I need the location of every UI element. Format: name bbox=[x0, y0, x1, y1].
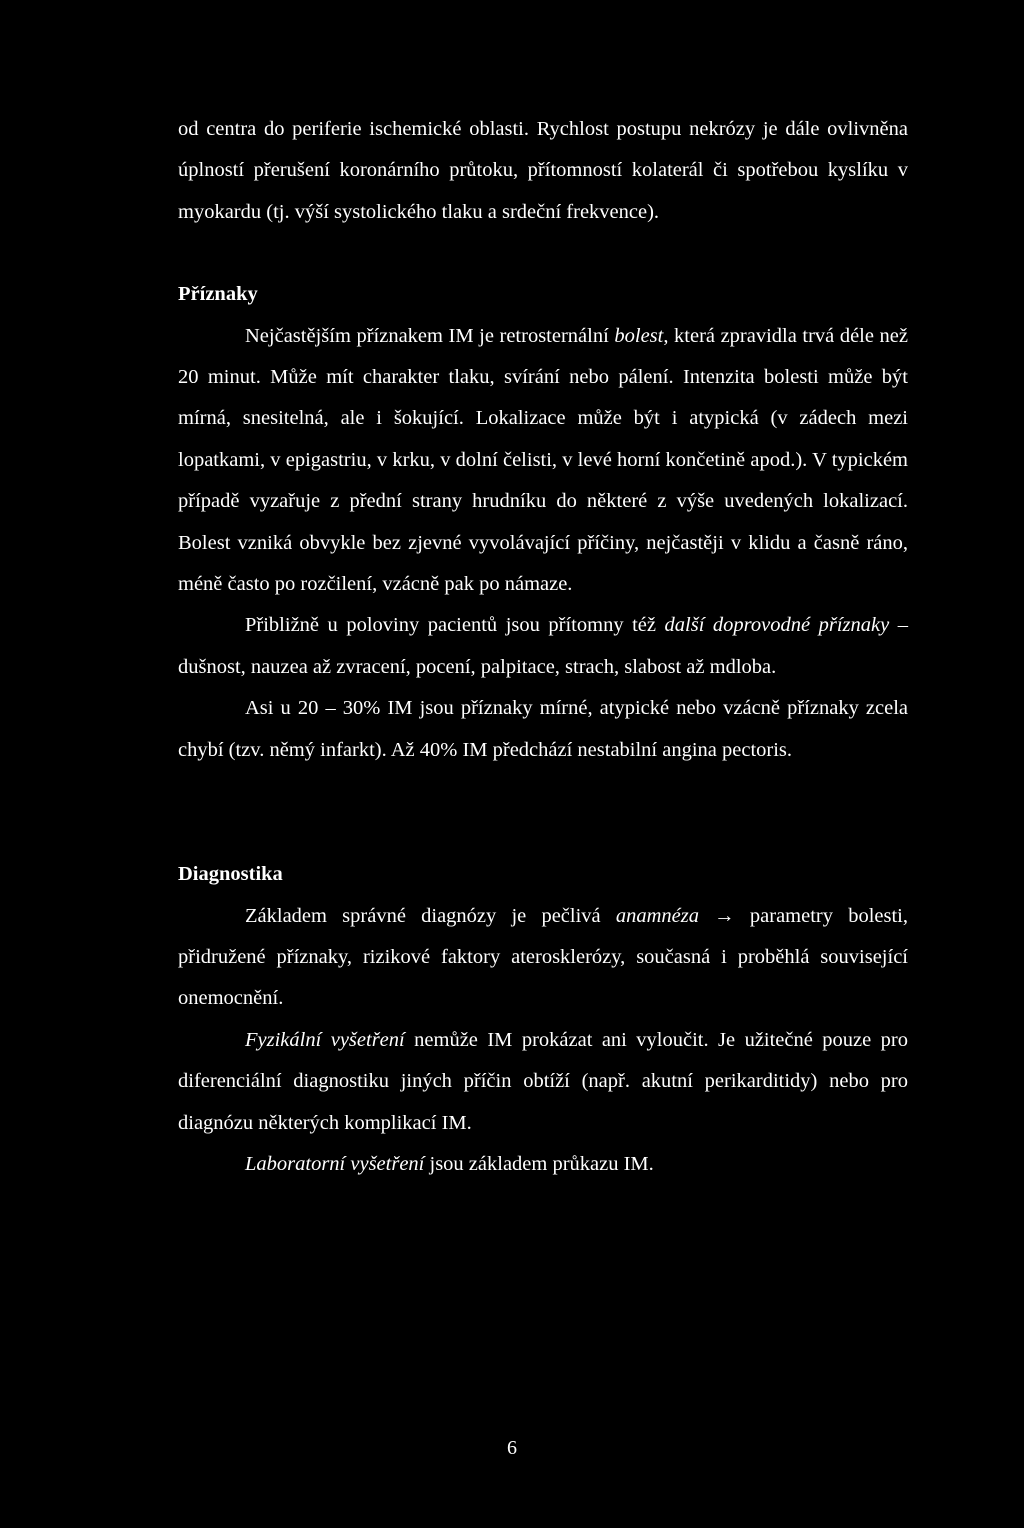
priznaky-paragraph-3: Asi u 20 – 30% IM jsou příznaky mírné, atypické nebo vzácně příznaky zcela chybí (tzv. němý infarkt). Až 40% IM předchází nestabilní angina pectoris. bbox=[178, 697, 908, 761]
diagnostika-p1-emphasis: anamnéza bbox=[615, 904, 699, 927]
priznaky-p1-emphasis: bolest bbox=[614, 324, 664, 347]
page-number: 6 bbox=[507, 1437, 517, 1459]
section-heading-diagnostika: Diagnostika bbox=[178, 863, 283, 886]
document-page bbox=[178, 109, 908, 1185]
section-heading-priznaky: Příznaky bbox=[178, 283, 258, 306]
diagnostika-p2-text: nemůže IM prokázat ani vyloučit. Je užitečné pouze pro diferenciální diagnostiku jiných příčin obtíží (např. akutní perikarditidy) nebo pro diagnózu některých komplikací IM. bbox=[178, 1028, 909, 1134]
priznaky-p2-text-a: Přibližně u poloviny pacientů jsou přítomny též bbox=[245, 614, 665, 637]
priznaky-p2-text-b: – dušnost, nauzea až zvracení, pocení, palpitace, strach, slabost až mdloba. bbox=[178, 614, 909, 678]
priznaky-paragraph-2 bbox=[178, 605, 908, 688]
priznaky-p1-text-b: , která zpravidla trvá déle než 20 minut. Může mít charakter tlaku, svírání nebo pálení. Intenzita bolesti může být mírná, snesitelná, ale i šokující. Lokalizace může být i atypická (v zádech mezi lopatkami, v epigastriu, v krku, v dolní čelisti, v levé horní končetině apod.). V typickém případě vyzařuje z přední strany hrudníku do některé z výše uvedených lokalizací. Bolest vzniká obvykle bez zjevné vyvolávající příčiny, nejčastěji v klidu a časně ráno, méně často po rozčilení, vzácně pak po námaze. bbox=[178, 324, 908, 596]
priznaky-paragraph-1 bbox=[178, 316, 908, 606]
diagnostika-p3-text: jsou základem průkazu IM. bbox=[424, 1152, 654, 1175]
priznaky-p2-emphasis: další doprovodné příznaky bbox=[664, 614, 890, 637]
diagnostika-paragraph-2 bbox=[178, 1020, 908, 1144]
intro-paragraph: od centra do periferie ischemické oblasti. Rychlost postupu nekrózy je dále ovlivněna úplností přerušení koronárního průtoku, přítomností kolaterál či spotřebou kyslíku v myokardu (tj. výší systolického tlaku a srdeční frekvence). bbox=[178, 118, 908, 223]
diagnostika-p3-emphasis: Laboratorní vyšetření bbox=[245, 1152, 425, 1175]
priznaky-p1-text-a: Nejčastějším příznakem IM je retrosternální bbox=[245, 324, 615, 347]
diagnostika-paragraph-1 bbox=[178, 896, 908, 1020]
diagnostika-paragraph-3 bbox=[178, 1144, 908, 1185]
diagnostika-p1-text-b: → parametry bolesti, přidružené příznaky, rizikové faktory aterosklerózy, současná i proběhlá související onemocnění. bbox=[178, 904, 908, 1010]
diagnostika-p2-emphasis: Fyzikální vyšetření bbox=[245, 1028, 405, 1051]
diagnostika-p1-text-a: Základem správné diagnózy je pečlivá bbox=[245, 904, 616, 927]
